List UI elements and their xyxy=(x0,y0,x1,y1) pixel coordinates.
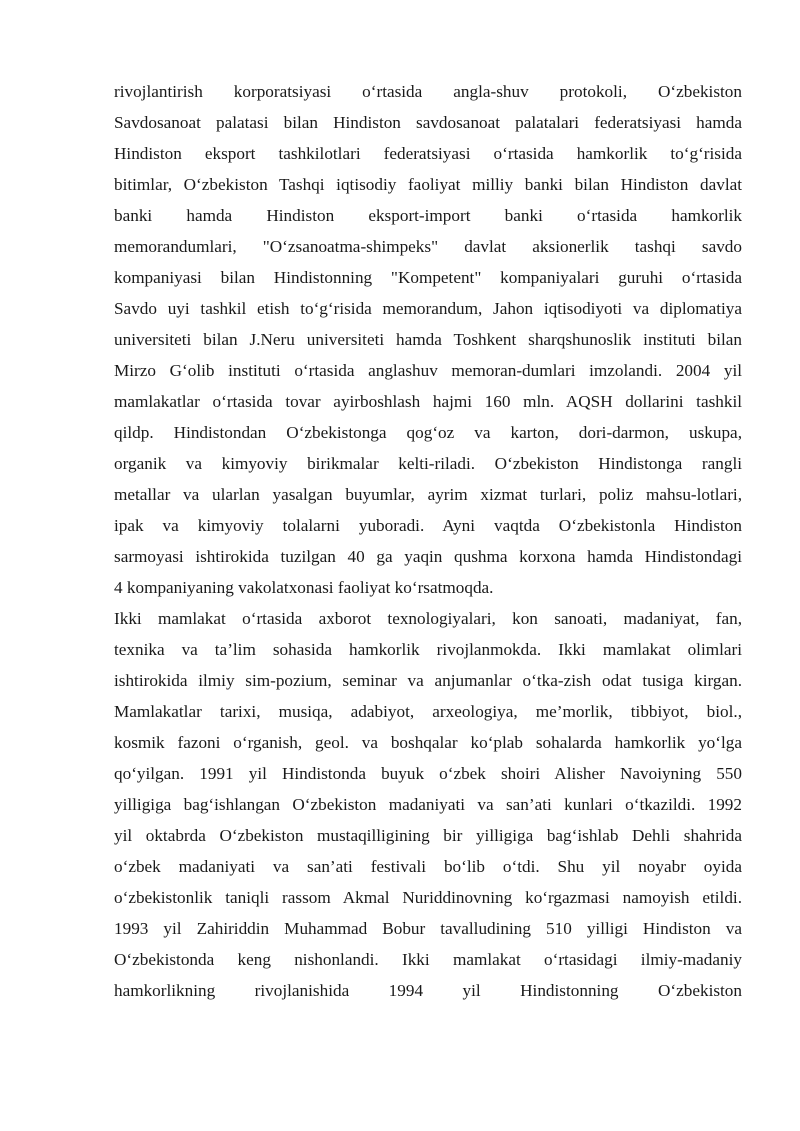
text-line: O‘zbekistonda keng nishonlandi. Ikki mamlakat o‘rtasidagi ilmiy-madaniy xyxy=(114,950,742,969)
text-line: texnika va ta’lim sohasida hamkorlik rivojlanmokda. Ikki mamlakat olimlari xyxy=(114,640,742,659)
text-line: ishtirokida ilmiy sim-pozium, seminar va anjumanlar o‘tka-zish odat tusiga kirgan. xyxy=(114,671,742,690)
text-line: 4 kompaniyaning vakolatxonasi faoliyat ko‘rsatmoqda. xyxy=(114,578,494,597)
text-line: sarmoyasi ishtirokida tuzilgan 40 ga yaqin qushma korxona hamda Hindistondagi xyxy=(114,547,742,566)
text-line: ipak va kimyoviy tolalarni yuboradi. Ayni vaqtda O‘zbekistonla Hindiston xyxy=(114,516,742,535)
text-line: organik va kimyoviy birikmalar kelti-riladi. O‘zbekiston Hindistonga rangli xyxy=(114,454,742,473)
text-line: Mirzo G‘olib instituti o‘rtasida anglashuv memoran-dumlari imzolandi. 2004 yil xyxy=(114,361,742,380)
text-line: Savdosanoat palatasi bilan Hindiston savdosanoat palatalari federatsiyasi hamda xyxy=(114,113,742,132)
paragraph xyxy=(114,76,742,603)
text-line: o‘zbek madaniyati va san’ati festivali bo‘lib o‘tdi. Shu yil noyabr oyida xyxy=(114,857,742,876)
text-line: memorandumlari, "O‘zsanoatma-shimpeks" davlat aksionerlik tashqi savdo xyxy=(114,237,742,256)
text-line: Hindiston eksport tashkilotlari federatsiyasi o‘rtasida hamkorlik to‘g‘risida xyxy=(114,144,742,163)
text-line: Ikki mamlakat o‘rtasida axborot texnologiyalari, kon sanoati, madaniyat, fan, xyxy=(114,609,742,628)
text-line: banki hamda Hindiston eksport-import banki o‘rtasida hamkorlik xyxy=(114,206,742,225)
text-line: yil oktabrda O‘zbekiston mustaqilligining bir yilligiga bag‘ishlab Dehli shahrida xyxy=(114,826,742,845)
text-line: 1993 yil Zahiriddin Muhammad Bobur tavalludining 510 yilligi Hindiston va xyxy=(114,919,742,938)
text-line: o‘zbekistonlik taniqli rassom Akmal Nuriddinovning ko‘rgazmasi namoyish etildi. xyxy=(114,888,742,907)
text-line: qildp. Hindistondan O‘zbekistonga qog‘oz va karton, dori-darmon, uskupa, xyxy=(114,423,742,442)
text-line: hamkorlikning rivojlanishida 1994 yil Hindistonning O‘zbekiston xyxy=(114,981,742,1000)
text-line: kosmik fazoni o‘rganish, geol. va boshqalar ko‘plab sohalarda hamkorlik yo‘lga xyxy=(114,733,742,752)
text-line: metallar va ularlan yasalgan buyumlar, ayrim xizmat turlari, poliz mahsu-lotlari, xyxy=(114,485,742,504)
document-body xyxy=(114,76,742,1006)
text-line: kompaniyasi bilan Hindistonning "Kompetent" kompaniyalari guruhi o‘rtasida xyxy=(114,268,742,287)
text-line: qo‘yilgan. 1991 yil Hindistonda buyuk o‘zbek shoiri Alisher Navoiyning 550 xyxy=(114,764,742,783)
text-line: Mamlakatlar tarixi, musiqa, adabiyot, arxeologiya, me’morlik, tibbiyot, biol., xyxy=(114,702,742,721)
paragraph xyxy=(114,603,742,1006)
text-line: universiteti bilan J.Neru universiteti hamda Toshkent sharqshunoslik instituti bilan xyxy=(114,330,742,349)
text-line: Savdo uyi tashkil etish to‘g‘risida memorandum, Jahon iqtisodiyoti va diplomatiya xyxy=(114,299,742,318)
text-line: mamlakatlar o‘rtasida tovar ayirboshlash hajmi 160 mln. AQSH dollarini tashkil xyxy=(114,392,742,411)
text-line: bitimlar, O‘zbekiston Tashqi iqtisodiy faoliyat milliy banki bilan Hindiston davlat xyxy=(114,175,742,194)
text-line: yilligiga bag‘ishlangan O‘zbekiston madaniyati va san’ati kunlari o‘tkazildi. 1992 xyxy=(114,795,742,814)
text-line: rivojlantirish korporatsiyasi o‘rtasida angla-shuv protokoli, O‘zbekiston xyxy=(114,82,742,101)
